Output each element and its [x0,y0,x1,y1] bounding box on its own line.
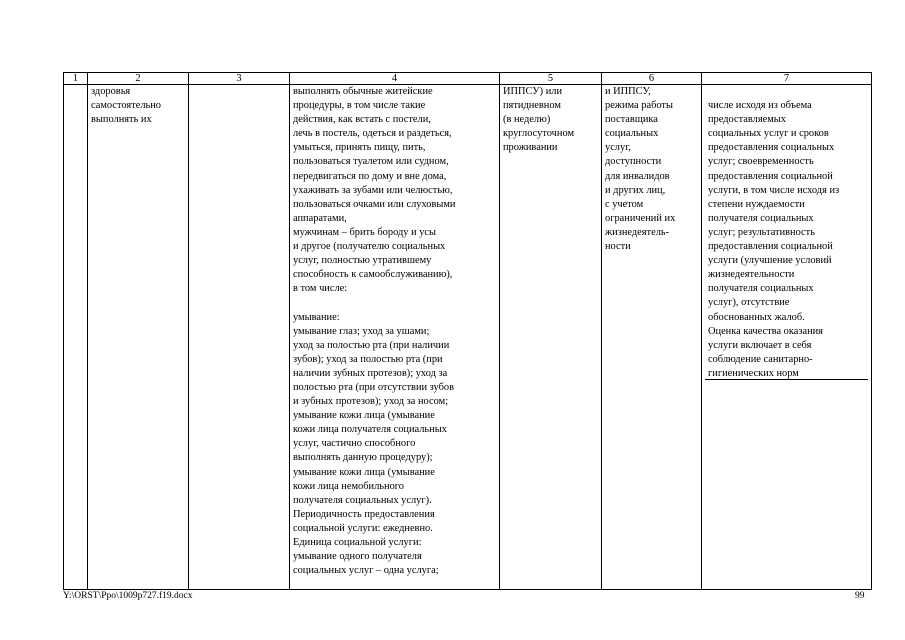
cell-col5: ИППСУ) или пятидневном (в неделю) круглосуточном проживании [500,85,602,590]
services-table [63,72,872,590]
footer-page-number: 99 [855,591,865,601]
column-number-row [64,73,872,85]
cell-col7-quality-indicators: числе исходя из объема предоставляемых социальных услуг и сроков предоставления социальных услуг; своевременность предоставления социальной услуги, в том числе исходя из степени нуждаемости получателя социальных услуг; результативность предоставления социальной услуги (улучшение условий жизнедеятельности получателя социальных услуг), отсутствие обоснованных жалоб. Оценка качества оказания услуги включает в себя соблюдение санитарно- гигиенических норм [705,99,868,380]
cell-col3 [189,85,290,590]
column-number: 6 [602,73,702,85]
footer-file-path: Y:\ORST\Ppo\1009p727.f19.docx [63,591,193,601]
column-number: 2 [88,73,189,85]
cell-col1 [64,85,88,590]
cell-col2: здоровья самостоятельно выполнять их [88,85,189,590]
cell-col4-service-description: выполнять обычные житейские процедуры, в том числе такие действия, как встать с постели, лечь в постель, одеться и раздеться, умыться, принять пищу, пить, пользоваться туалетом или судном, передвигаться по дому и вне дома, ухаживать за зубами или челюстью, пользоваться очками или слуховыми аппаратами, мужчинам – брить бороду и усы и другое (получателю социальных услуг, полностью утратившему способность к самообслуживанию), в том числе: умывание: умывание глаз; уход за ушами; уход за полостью рта (при наличии зубов); уход за полостью рта (при наличии зубных протезов); уход за полостью рта (при отсутствии зубов и зубных протезов); уход за носом; умывание кожи лица (умывание кожи лица получателя социальных услуг, частично способного выполнять данную процедуру); умывание кожи лица (умывание кожи лица немобильного получателя социальных услуг). Периодичность предоставления социальной услуги: ежедневно. Единица социальной услуги: умывание одного получателя социальных услуг – одна услуга; [290,85,500,590]
cell-col6: и ИППСУ, режима работы поставщика социальных услуг, доступности для инвалидов и других лиц, с учетом ограничений их жизнедеятель- ности [602,85,702,590]
column-number: 7 [702,73,872,85]
cell-col7 [702,85,872,590]
column-number: 5 [500,73,602,85]
column-number: 1 [64,73,88,85]
column-number: 4 [290,73,500,85]
table-row [64,85,872,590]
column-number: 3 [189,73,290,85]
